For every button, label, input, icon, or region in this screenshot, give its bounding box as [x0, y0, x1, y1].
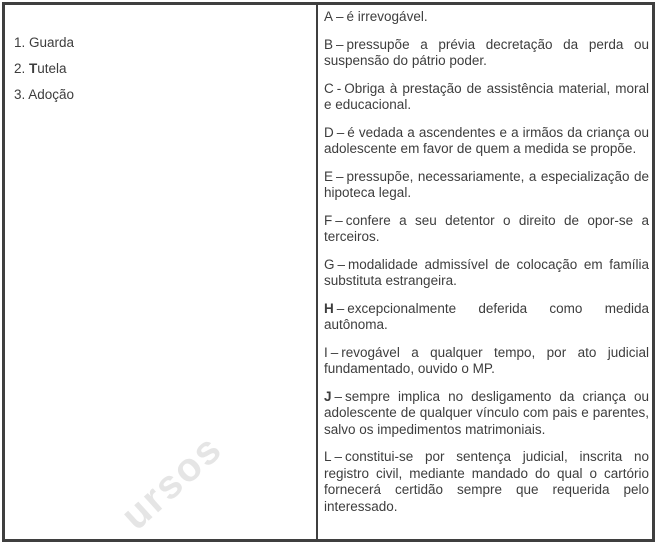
term-text: 3. Adoção	[14, 87, 75, 102]
statement-text: pressupõe a prévia decretação da perda ou suspensão do pátrio poder.	[324, 36, 649, 68]
term-text-rest: utela	[37, 61, 67, 76]
statement-text: revogável a qualquer tempo, por ato judicial fundamentado, ouvido o MP.	[324, 344, 649, 376]
statement-i	[324, 345, 649, 378]
statement-dash: –	[336, 300, 345, 316]
statement-dash: –	[337, 256, 346, 272]
statement-letter: B	[324, 36, 334, 52]
statement-letter: I	[324, 344, 328, 360]
statement-text: sempre implica no desligamento da criança ou adolescente de qualquer vínculo com pais e parentes, salvo os impedimentos matrimoniais.	[324, 388, 649, 437]
statement-text: constitui-se por sentença judicial, inscrita no registro civil, mediante mandado do qual o cartório fornecerá certidão sempre que requerida pelo interessado.	[324, 449, 649, 514]
statement-d	[324, 125, 649, 158]
statement-dash: –	[335, 212, 343, 228]
statement-g	[324, 257, 649, 290]
statement-e	[324, 169, 649, 202]
statement-l	[324, 449, 649, 515]
statement-letter: D	[324, 124, 334, 140]
matching-table	[2, 2, 655, 542]
statement-text: é irrevogável.	[346, 9, 428, 24]
statement-letter: A	[324, 9, 334, 24]
statement-f	[324, 213, 649, 246]
term-tutela	[14, 61, 316, 77]
left-column-terms	[5, 5, 318, 539]
term-text: 2.	[14, 61, 30, 76]
statement-dash: –	[330, 344, 339, 360]
statement-letter: H	[324, 300, 334, 316]
statement-letter: G	[324, 256, 335, 272]
statement-dash: –	[336, 168, 344, 184]
right-column-statements	[318, 5, 652, 539]
statement-dash: –	[336, 9, 344, 24]
statement-text: pressupõe, necessariamente, a especialização de hipoteca legal.	[324, 168, 649, 200]
statement-dash: –	[334, 388, 343, 404]
statement-letter: E	[324, 168, 334, 184]
statement-letter: C	[324, 80, 334, 96]
statement-text: é vedada a ascendentes e a irmãos da criança ou adolescente em favor de quem a medida se propõe.	[324, 124, 649, 156]
statement-text: confere a seu detentor o direito de opor-se a terceiros.	[324, 212, 649, 244]
statement-a	[324, 9, 649, 26]
watermark-text: ursos	[112, 426, 231, 539]
statement-dash: –	[336, 36, 344, 52]
statement-letter: F	[324, 212, 333, 228]
statement-c	[324, 81, 649, 114]
statement-dash: –	[336, 124, 345, 140]
statement-b	[324, 37, 649, 70]
statement-letter: L	[324, 449, 332, 464]
statement-dash: –	[334, 449, 343, 464]
statement-dash: -	[336, 80, 342, 96]
term-text: 1. Guarda	[14, 35, 75, 50]
term-adocao	[14, 87, 316, 103]
term-guarda	[14, 35, 316, 51]
term-text-bold: T	[29, 61, 38, 76]
statement-letter: J	[324, 388, 332, 404]
statement-text: Obriga à prestação de assistência material, moral e educacional.	[324, 80, 649, 112]
statement-text: excepcionalmente deferida como medida autônoma.	[324, 300, 649, 332]
statement-text: modalidade admissível de colocação em família substituta estrangeira.	[324, 256, 649, 288]
statement-h	[324, 301, 649, 334]
statement-j	[324, 389, 649, 439]
